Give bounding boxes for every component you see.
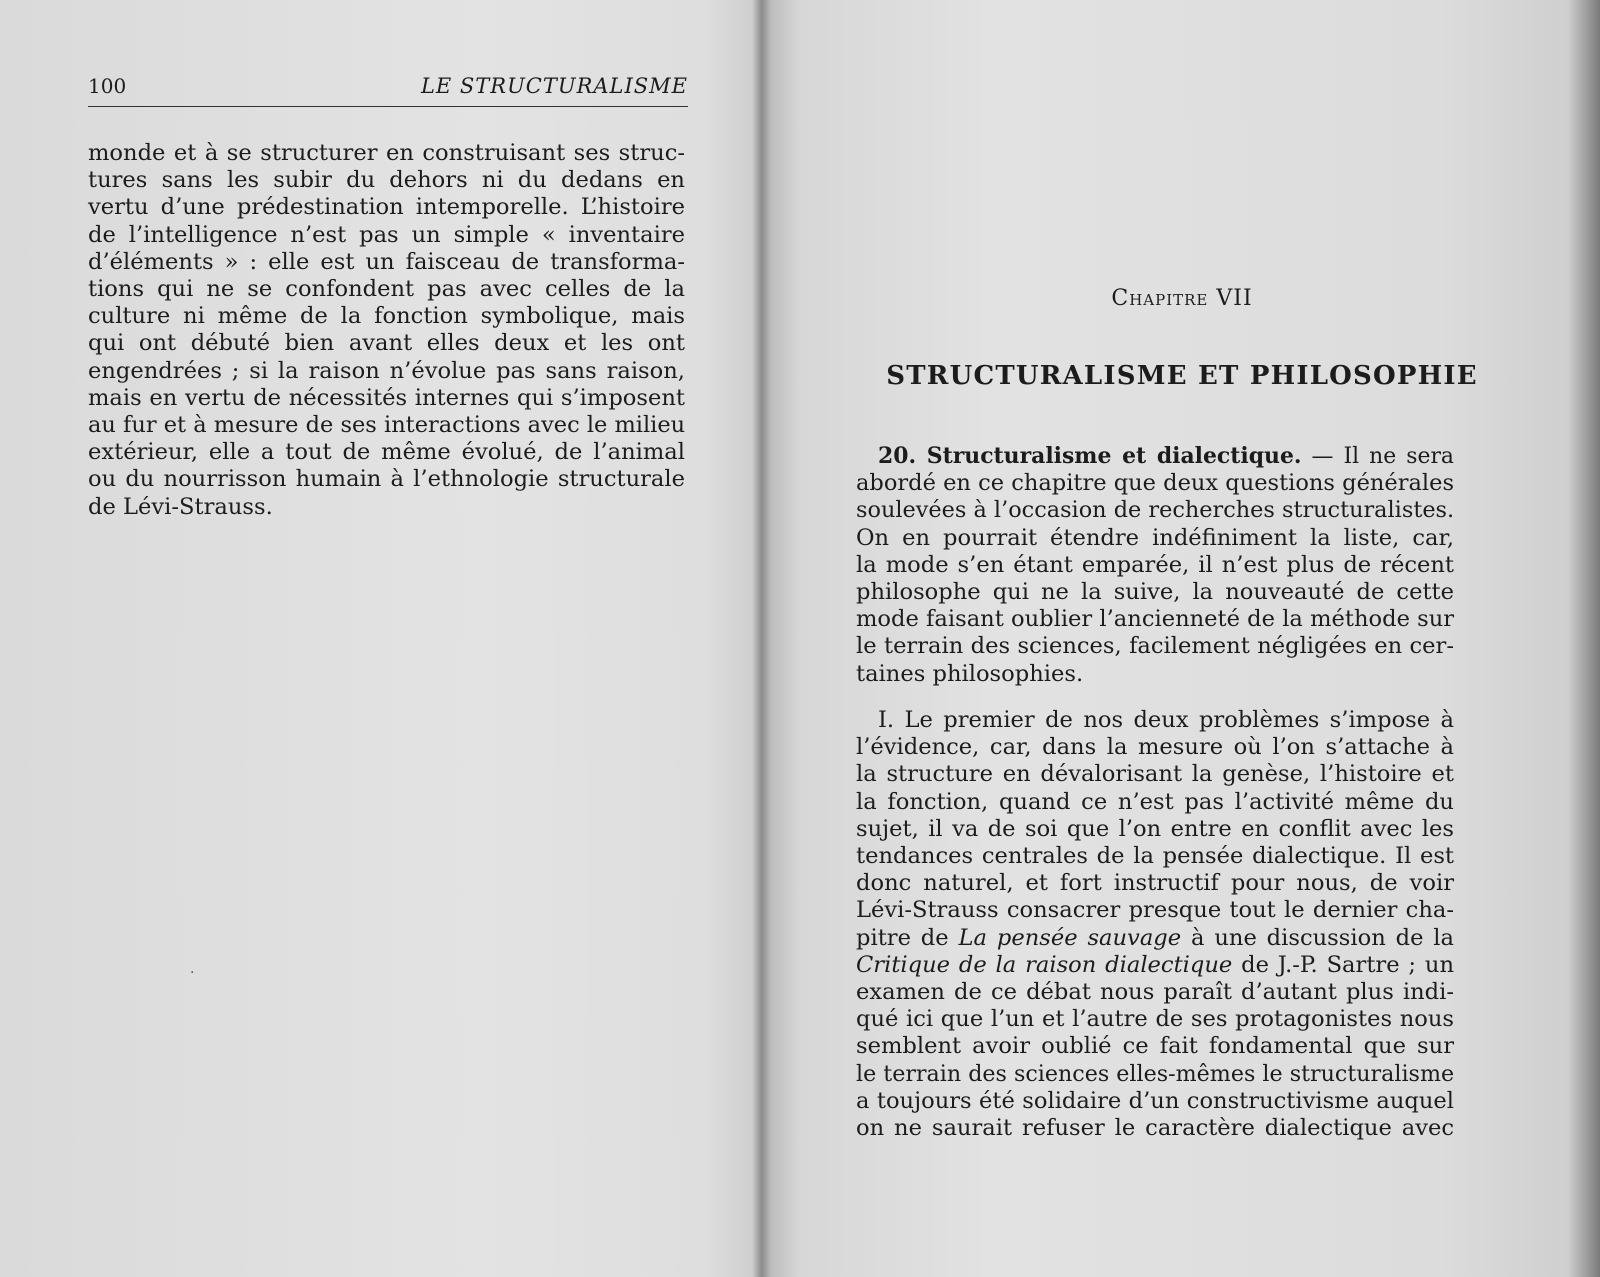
text-line: le terrain des sciences, facilement négligées en cer- xyxy=(856,633,1454,660)
text-line: le terrain des sciences elles-mêmes le structuralisme xyxy=(856,1060,1455,1087)
text-line: I. Le premier de nos deux problèmes s’impose à xyxy=(878,707,1454,733)
text-line: sujet, il va de soi que l’on entre en conflit avec les xyxy=(856,815,1454,842)
running-head xyxy=(88,70,688,107)
text-line: la mode s’en étant emparée, il n’est plus de récent xyxy=(856,551,1454,578)
text-line: abordé en ce chapitre que deux questions générales xyxy=(856,470,1454,497)
section-paragraph xyxy=(856,443,1454,688)
text-line: philosophe qui ne la suive, la nouveauté de cette xyxy=(856,579,1454,606)
text-line xyxy=(856,925,1454,952)
text-line: de l’intelligence n’est pas un simple « inventaire xyxy=(88,221,685,248)
text-line: on ne saurait refuser le caractère dialectique avec xyxy=(856,1115,1454,1142)
text-line: mode faisant oublier l’ancienneté de la méthode sur xyxy=(856,606,1455,633)
text-line: a toujours été solidaire d’un constructivisme auquel xyxy=(856,1087,1454,1114)
text-line: extérieur, elle a tout de même évolué, de l’animal xyxy=(88,439,685,466)
text-line: engendrées ; si la raison n’évolue pas sans raison, xyxy=(88,357,685,384)
text-line: On en pourrait étendre indéfiniment la liste, car, xyxy=(856,524,1454,551)
text-line: d’éléments » : elle est un faisceau de transforma- xyxy=(88,248,685,275)
text-run: à une discussion de la xyxy=(1181,924,1455,951)
book-title: Critique de la raison dialectique xyxy=(856,951,1233,978)
text-line: mais en vertu de nécessités internes qui s’imposent xyxy=(88,384,685,411)
text-line: qui ont débuté bien avant elles deux et les ont xyxy=(88,330,685,357)
text-line: tions qui ne se confondent pas avec celles de la xyxy=(88,276,685,303)
text-line: qué ici que l’un et l’autre de ses protagonistes nous xyxy=(856,1006,1454,1033)
book-title: La pensée sauvage xyxy=(958,924,1182,951)
left-body-text xyxy=(88,140,685,521)
text-run: pitre de xyxy=(856,924,959,951)
text-line: tures sans les subir du dehors ni du dedans en xyxy=(88,167,685,194)
text-line: monde et à se structurer en construisant ses struc- xyxy=(88,140,685,166)
right-page xyxy=(764,0,1600,1277)
text-line: au fur et à mesure de ses interactions avec le milieu xyxy=(88,412,686,439)
text-line: soulevées à l’occasion de recherches structuralistes. xyxy=(856,497,1455,524)
print-speck: · xyxy=(190,965,195,981)
page-number: 100 xyxy=(88,74,127,98)
text-line: culture ni même de la fonction symbolique, mais xyxy=(88,303,685,330)
chapter-title: STRUCTURALISME ET PHILOSOPHIE xyxy=(886,361,1478,391)
body-paragraph xyxy=(856,707,1454,1142)
text-line: vertu d’une prédestination intemporelle. L’histoire xyxy=(88,194,685,221)
text-line: examen de ce débat nous paraît d’autant plus indi- xyxy=(856,979,1454,1006)
section-heading: 20. Structuralisme et dialectique. xyxy=(878,443,1302,469)
text-line: taines philosophies. xyxy=(856,660,1084,687)
text-run: de J.-P. Sartre ; un xyxy=(1232,951,1454,978)
text-line: donc naturel, et fort instructif pour nous, de voir xyxy=(856,870,1454,897)
text-line: Lévi-Strauss consacrer presque tout le dernier cha- xyxy=(856,897,1454,924)
paragraph-first-line xyxy=(856,443,1454,470)
text-line: l’évidence, car, dans la mesure où l’on s’attache à xyxy=(856,734,1454,761)
text-line xyxy=(856,952,1454,979)
text-line: la structure en dévalorisant la genèse, l’histoire et xyxy=(856,761,1454,788)
text-line: semblent avoir oublié ce fait fondamental que sur xyxy=(856,1033,1454,1060)
text-line: la fonction, quand ce n’est pas l’activité même du xyxy=(856,788,1454,815)
text-line: de Lévi-Strauss. xyxy=(88,493,273,520)
chapter-label: Chapitre VII xyxy=(1111,286,1253,311)
text-run: — Il ne sera xyxy=(1311,444,1454,469)
running-head-title: LE STRUCTURALISME xyxy=(420,74,688,98)
text-line: ou du nourrisson humain à l’ethnologie structurale xyxy=(88,466,685,493)
left-page xyxy=(0,0,762,1277)
text-line: tendances centrales de la pensée dialectique. Il est xyxy=(856,843,1454,870)
